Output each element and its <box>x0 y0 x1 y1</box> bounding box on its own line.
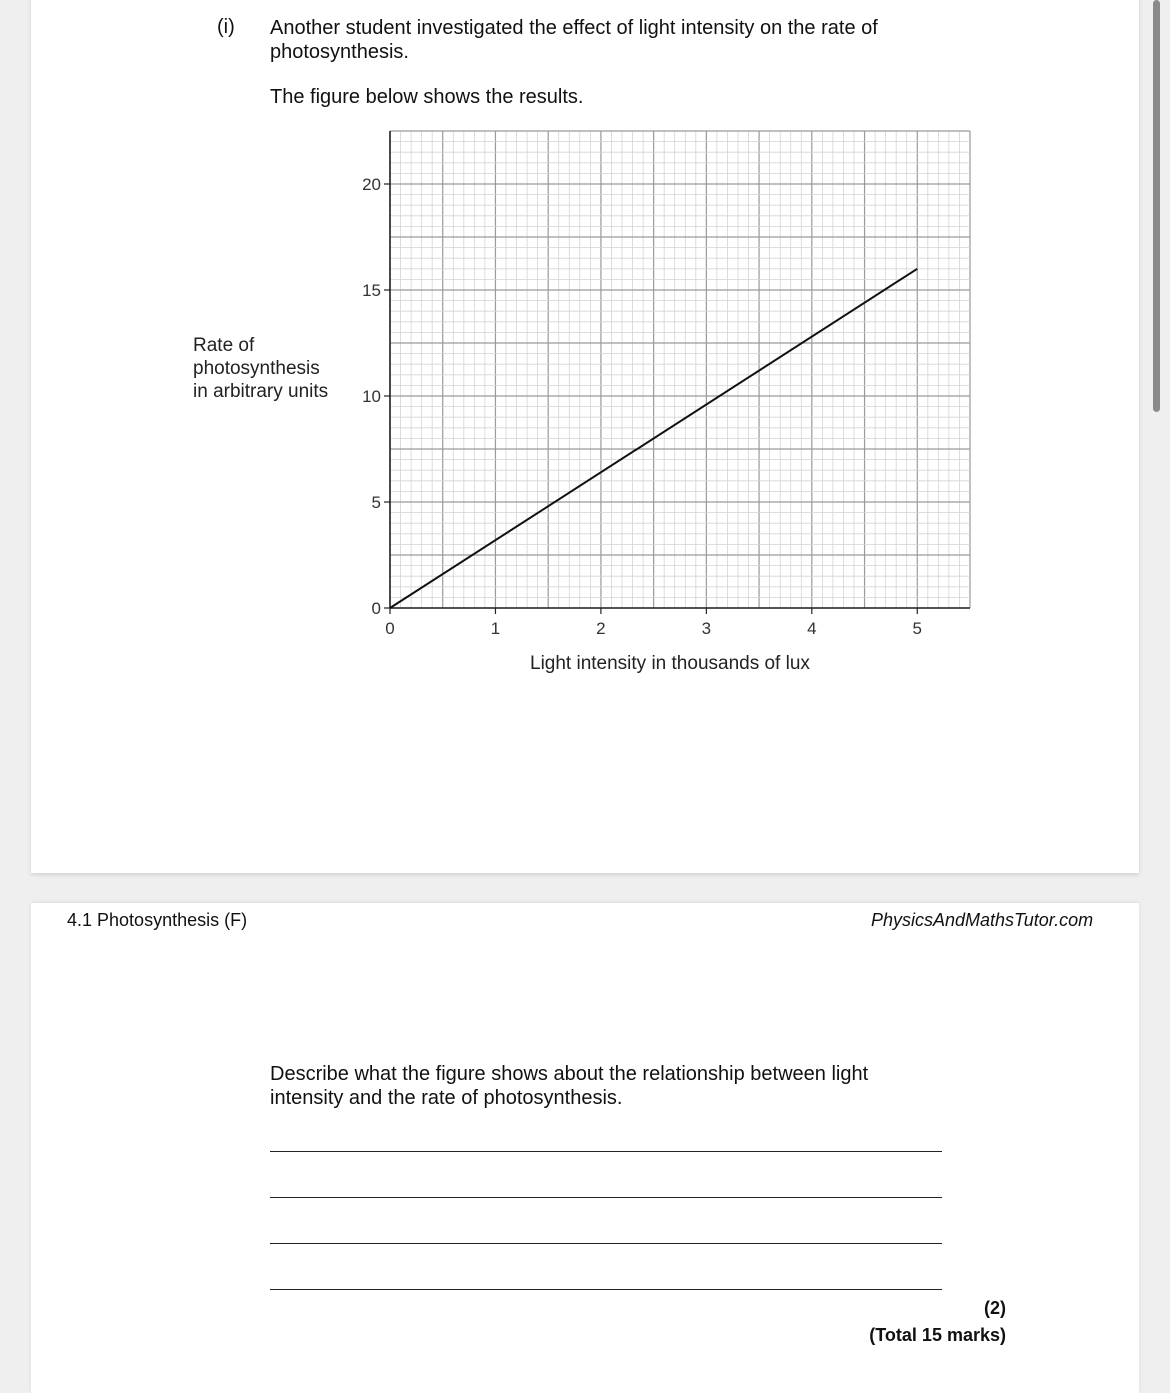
total-marks: (Total 15 marks) <box>869 1325 1006 1345</box>
x-tick-label: 0 <box>385 619 395 638</box>
answer-line-4[interactable] <box>270 1289 942 1290</box>
y-tick-label: 0 <box>371 599 381 618</box>
answer-line-3[interactable] <box>270 1243 942 1244</box>
part-marks: (2) <box>984 1298 1006 1318</box>
answer-line-1[interactable] <box>270 1151 942 1152</box>
x-tick-label: 2 <box>596 619 606 638</box>
question-text: Describe what the figure shows about the relationship between light intensity and the rate of photosynthesis. <box>270 1063 869 1109</box>
y-axis-label-line: in arbitrary units <box>193 381 329 402</box>
scrollbar-thumb[interactable] <box>1153 0 1160 412</box>
answer-line-2[interactable] <box>270 1197 942 1198</box>
rate-vs-light-chart <box>340 120 980 640</box>
y-tick-label: 20 <box>362 175 381 194</box>
x-tick-label: 3 <box>701 619 712 638</box>
footer-site: PhysicsAndMathsTutor.com <box>871 910 1094 930</box>
y-tick-label: 10 <box>362 387 381 406</box>
footer-topic: 4.1 Photosynthesis (F) <box>67 910 248 930</box>
y-tick-label: 15 <box>362 281 381 300</box>
worksheet-page-2 <box>31 903 1139 1393</box>
y-axis-label-line: photosynthesis <box>193 358 320 379</box>
x-tick-label: 5 <box>912 619 923 638</box>
question-part-label: (i) <box>217 16 235 38</box>
x-axis-label: Light intensity in thousands of lux <box>530 653 810 674</box>
y-axis-label <box>193 334 328 403</box>
y-tick-label: 5 <box>371 493 381 512</box>
x-tick-label: 1 <box>490 619 501 638</box>
y-axis-label-line: Rate of <box>193 335 255 356</box>
x-tick-label: 4 <box>807 619 817 638</box>
question-intro: Another student investigated the effect of light intensity on the rate of photosynthesis. <box>270 17 878 63</box>
figure-caption: The figure below shows the results. <box>270 86 584 108</box>
